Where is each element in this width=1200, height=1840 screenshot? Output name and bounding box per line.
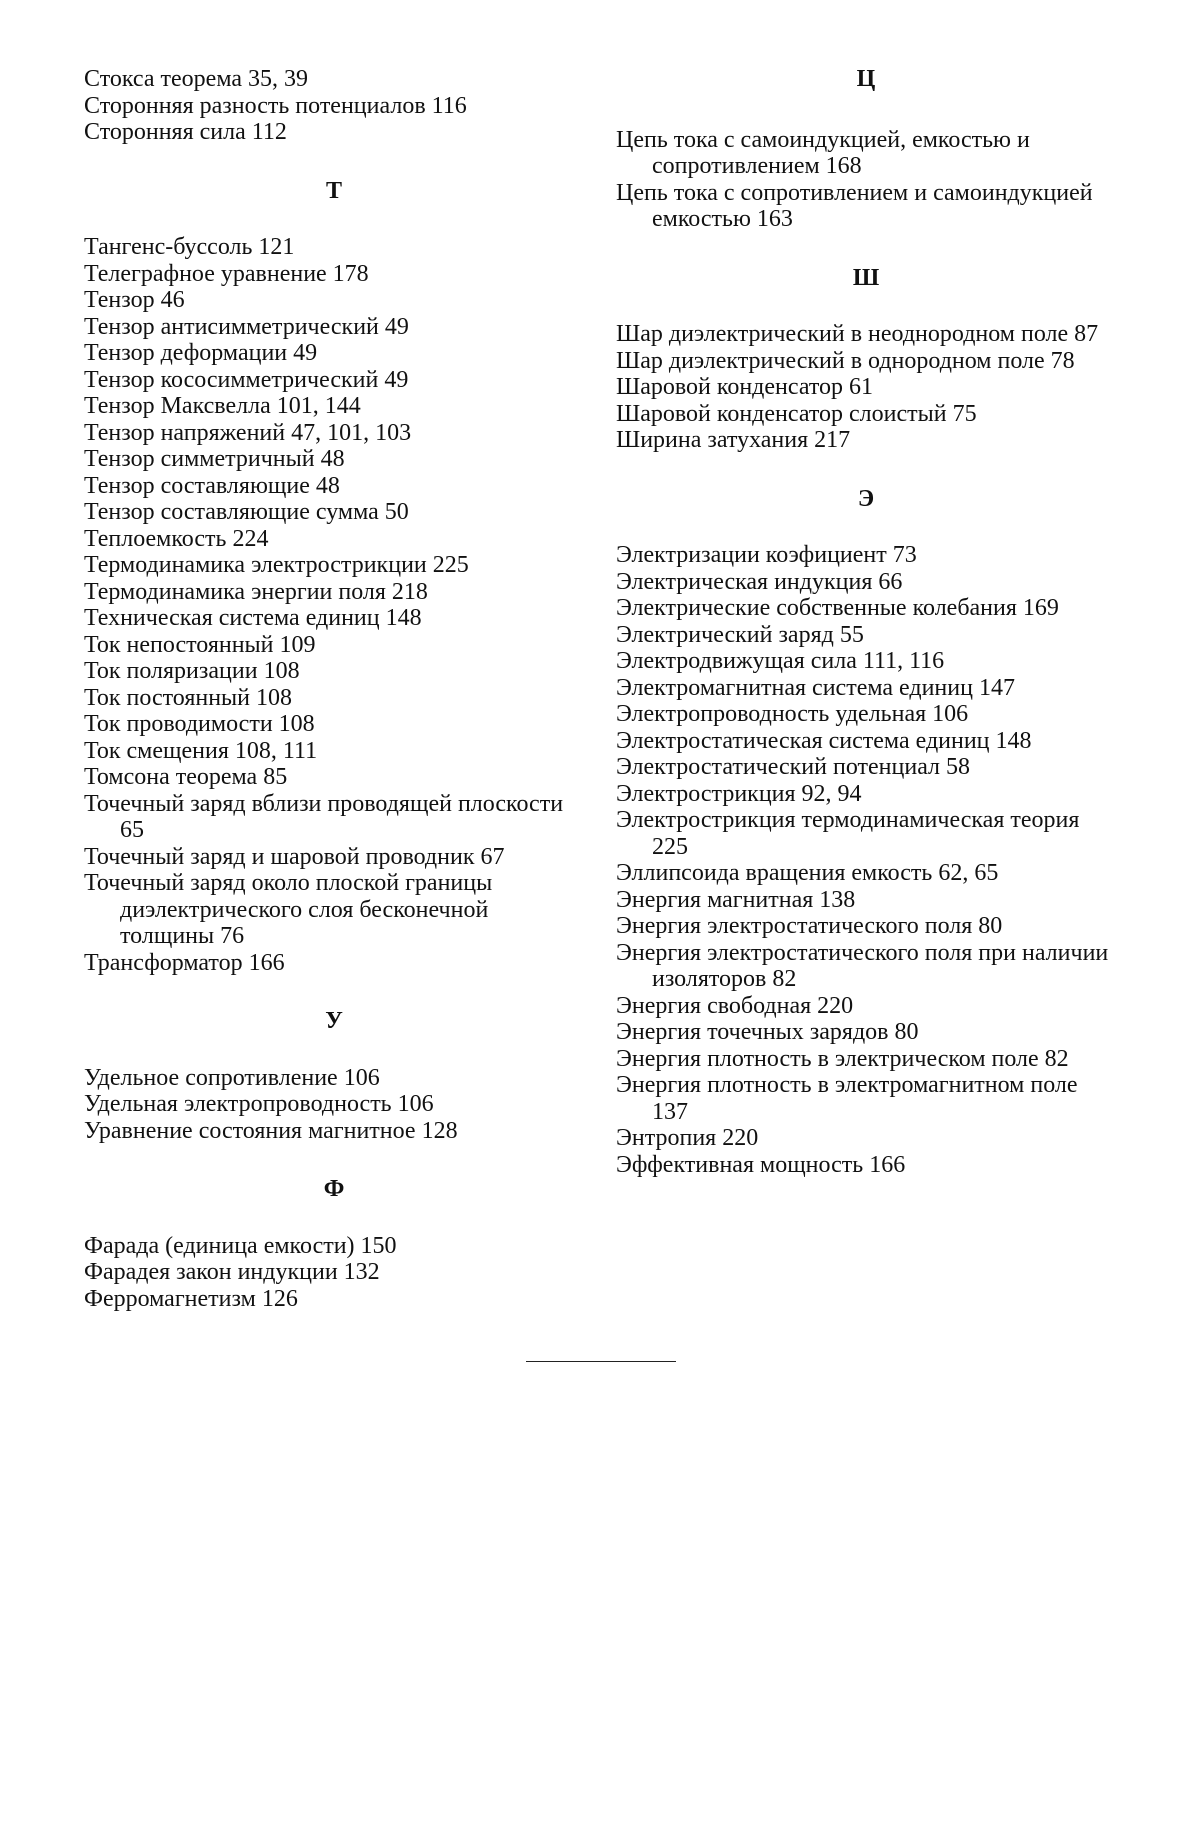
index-entry: Тензор составляющие сумма 50 [84, 499, 409, 525]
index-entry: Телеграфное уравнение 178 [84, 260, 369, 287]
index-entry: Техническая система единиц 148 [84, 605, 422, 631]
index-entry: Шаровой конденсатор слоистый 75 [616, 400, 977, 427]
index-entry: Электростатическая система единиц 148 [616, 727, 1032, 754]
index-entry: Шар диэлектрический в неоднородном поле 87 [616, 321, 1099, 347]
index-entry: Энергия электростатического поля при наличии изоляторов 82 [616, 939, 1109, 992]
index-entry: Удельное сопротивление 106 [84, 1064, 380, 1091]
index-entry: Энергия магнитная 138 [616, 886, 856, 913]
index-entry: Тензор деформации 49 [84, 340, 318, 366]
index-entry: Удельная электропроводность 106 [84, 1091, 434, 1117]
index-entry: Шаровой конденсатор 61 [616, 374, 874, 400]
index-entry: Теплоемкость 224 [84, 525, 269, 552]
index-entry: Тензор напряжений 47, 101, 103 [84, 419, 412, 446]
index-entry: Трансформатор 166 [84, 949, 285, 976]
index-entry: Точечный заряд и шаровой проводник 67 [84, 843, 505, 870]
index-column-left [84, 66, 584, 1312]
index-entry: Сторонняя сила 112 [84, 119, 287, 145]
index-entry: Стокса теорема 35, 39 [84, 66, 308, 92]
index-entry: Электрическая индукция 66 [616, 568, 903, 595]
index-entry: Тензор симметричный 48 [84, 446, 345, 472]
index-entry: Тензор Максвелла 101, 144 [84, 393, 361, 419]
index-entry: Ферромагнетизм 126 [84, 1285, 298, 1312]
index-entry: Электродвижущая сила 111, 116 [616, 648, 945, 674]
index-entry: Тензор кососимметрический 49 [84, 366, 409, 393]
index-entry: Ток непостоянный 109 [84, 631, 316, 658]
section-letter-t: Т [325, 177, 342, 204]
index-entry: Энергия плотность в электромагнитном поле 137 [616, 1072, 1078, 1125]
index-entry: Фарада (единица емкости) 150 [84, 1232, 397, 1259]
index-entry: Цепь тока с сопротивлением и самоиндукцией емкостью 163 [616, 179, 1093, 232]
section-letter-f: Ф [323, 1176, 345, 1202]
index-entry: Ширина затухания 217 [616, 427, 851, 453]
index-entry: Ток проводимости 108 [84, 711, 315, 737]
section-letter-e: Э [857, 485, 875, 512]
index-entry: Энергия свободная 220 [616, 992, 854, 1019]
index-entry: Цепь тока с самоиндукцией, емкостью и сопротивлением 168 [616, 126, 1030, 179]
section-letter-sh: Ш [852, 264, 880, 291]
index-entry: Энергия плотность в электрическом поле 82 [616, 1045, 1069, 1072]
index-entry: Ток поляризации 108 [84, 658, 300, 684]
index-entry: Уравнение состояния магнитное 128 [84, 1117, 458, 1144]
index-entry: Тензор 46 [84, 287, 185, 313]
index-entry: Эффективная мощность 166 [616, 1151, 906, 1178]
index-entry: Тангенс-буссоль 121 [84, 234, 295, 260]
end-divider-line [526, 1361, 676, 1362]
index-entry: Сторонняя разность потенциалов 116 [84, 92, 467, 119]
index-entry: Энергия точечных зарядов 80 [616, 1019, 919, 1045]
index-entry: Ток смещения 108, 111 [84, 737, 318, 764]
index-entry: Электрострикция термодинамическая теория 225 [616, 807, 1080, 860]
index-entry: Шар диэлектрический в однородном поле 78 [616, 347, 1075, 374]
index-entry: Электропроводность удельная 106 [616, 701, 969, 727]
index-entry: Термодинамика электрострикции 225 [84, 552, 469, 578]
index-entry: Фарадея закон индукции 132 [84, 1259, 380, 1285]
index-entry: Томсона теорема 85 [84, 764, 288, 790]
index-entry: Электрострикция 92, 94 [616, 780, 862, 807]
section-letter-u: У [325, 1008, 343, 1034]
index-entry: Электрический заряд 55 [616, 621, 864, 648]
index-entry: Электризации коэфициент 73 [616, 542, 917, 568]
index-column-right [616, 66, 1116, 1178]
index-entry: Термодинамика энергии поля 218 [84, 578, 428, 605]
index-entry: Тензор антисимметрический 49 [84, 313, 409, 340]
index-entry: Точечный заряд вблизи проводящей плоскости 65 [84, 790, 564, 843]
index-entry: Электростатический потенциал 58 [616, 754, 971, 780]
section-letter-ts: Ц [856, 66, 876, 92]
index-entry: Тензор составляющие 48 [84, 472, 340, 499]
index-entry: Электрические собственные колебания 169 [616, 595, 1059, 621]
index-entry: Эллипсоида вращения емкость 62, 65 [616, 860, 999, 886]
index-entry: Электромагнитная система единиц 147 [616, 674, 1015, 701]
index-entry: Энергия электростатического поля 80 [616, 913, 1003, 939]
index-entry: Точечный заряд около плоской границы диэлектрического слоя бесконечной толщины 76 [84, 870, 493, 949]
index-entry: Энтропия 220 [616, 1125, 759, 1151]
index-entry: Ток постоянный 108 [84, 684, 293, 711]
